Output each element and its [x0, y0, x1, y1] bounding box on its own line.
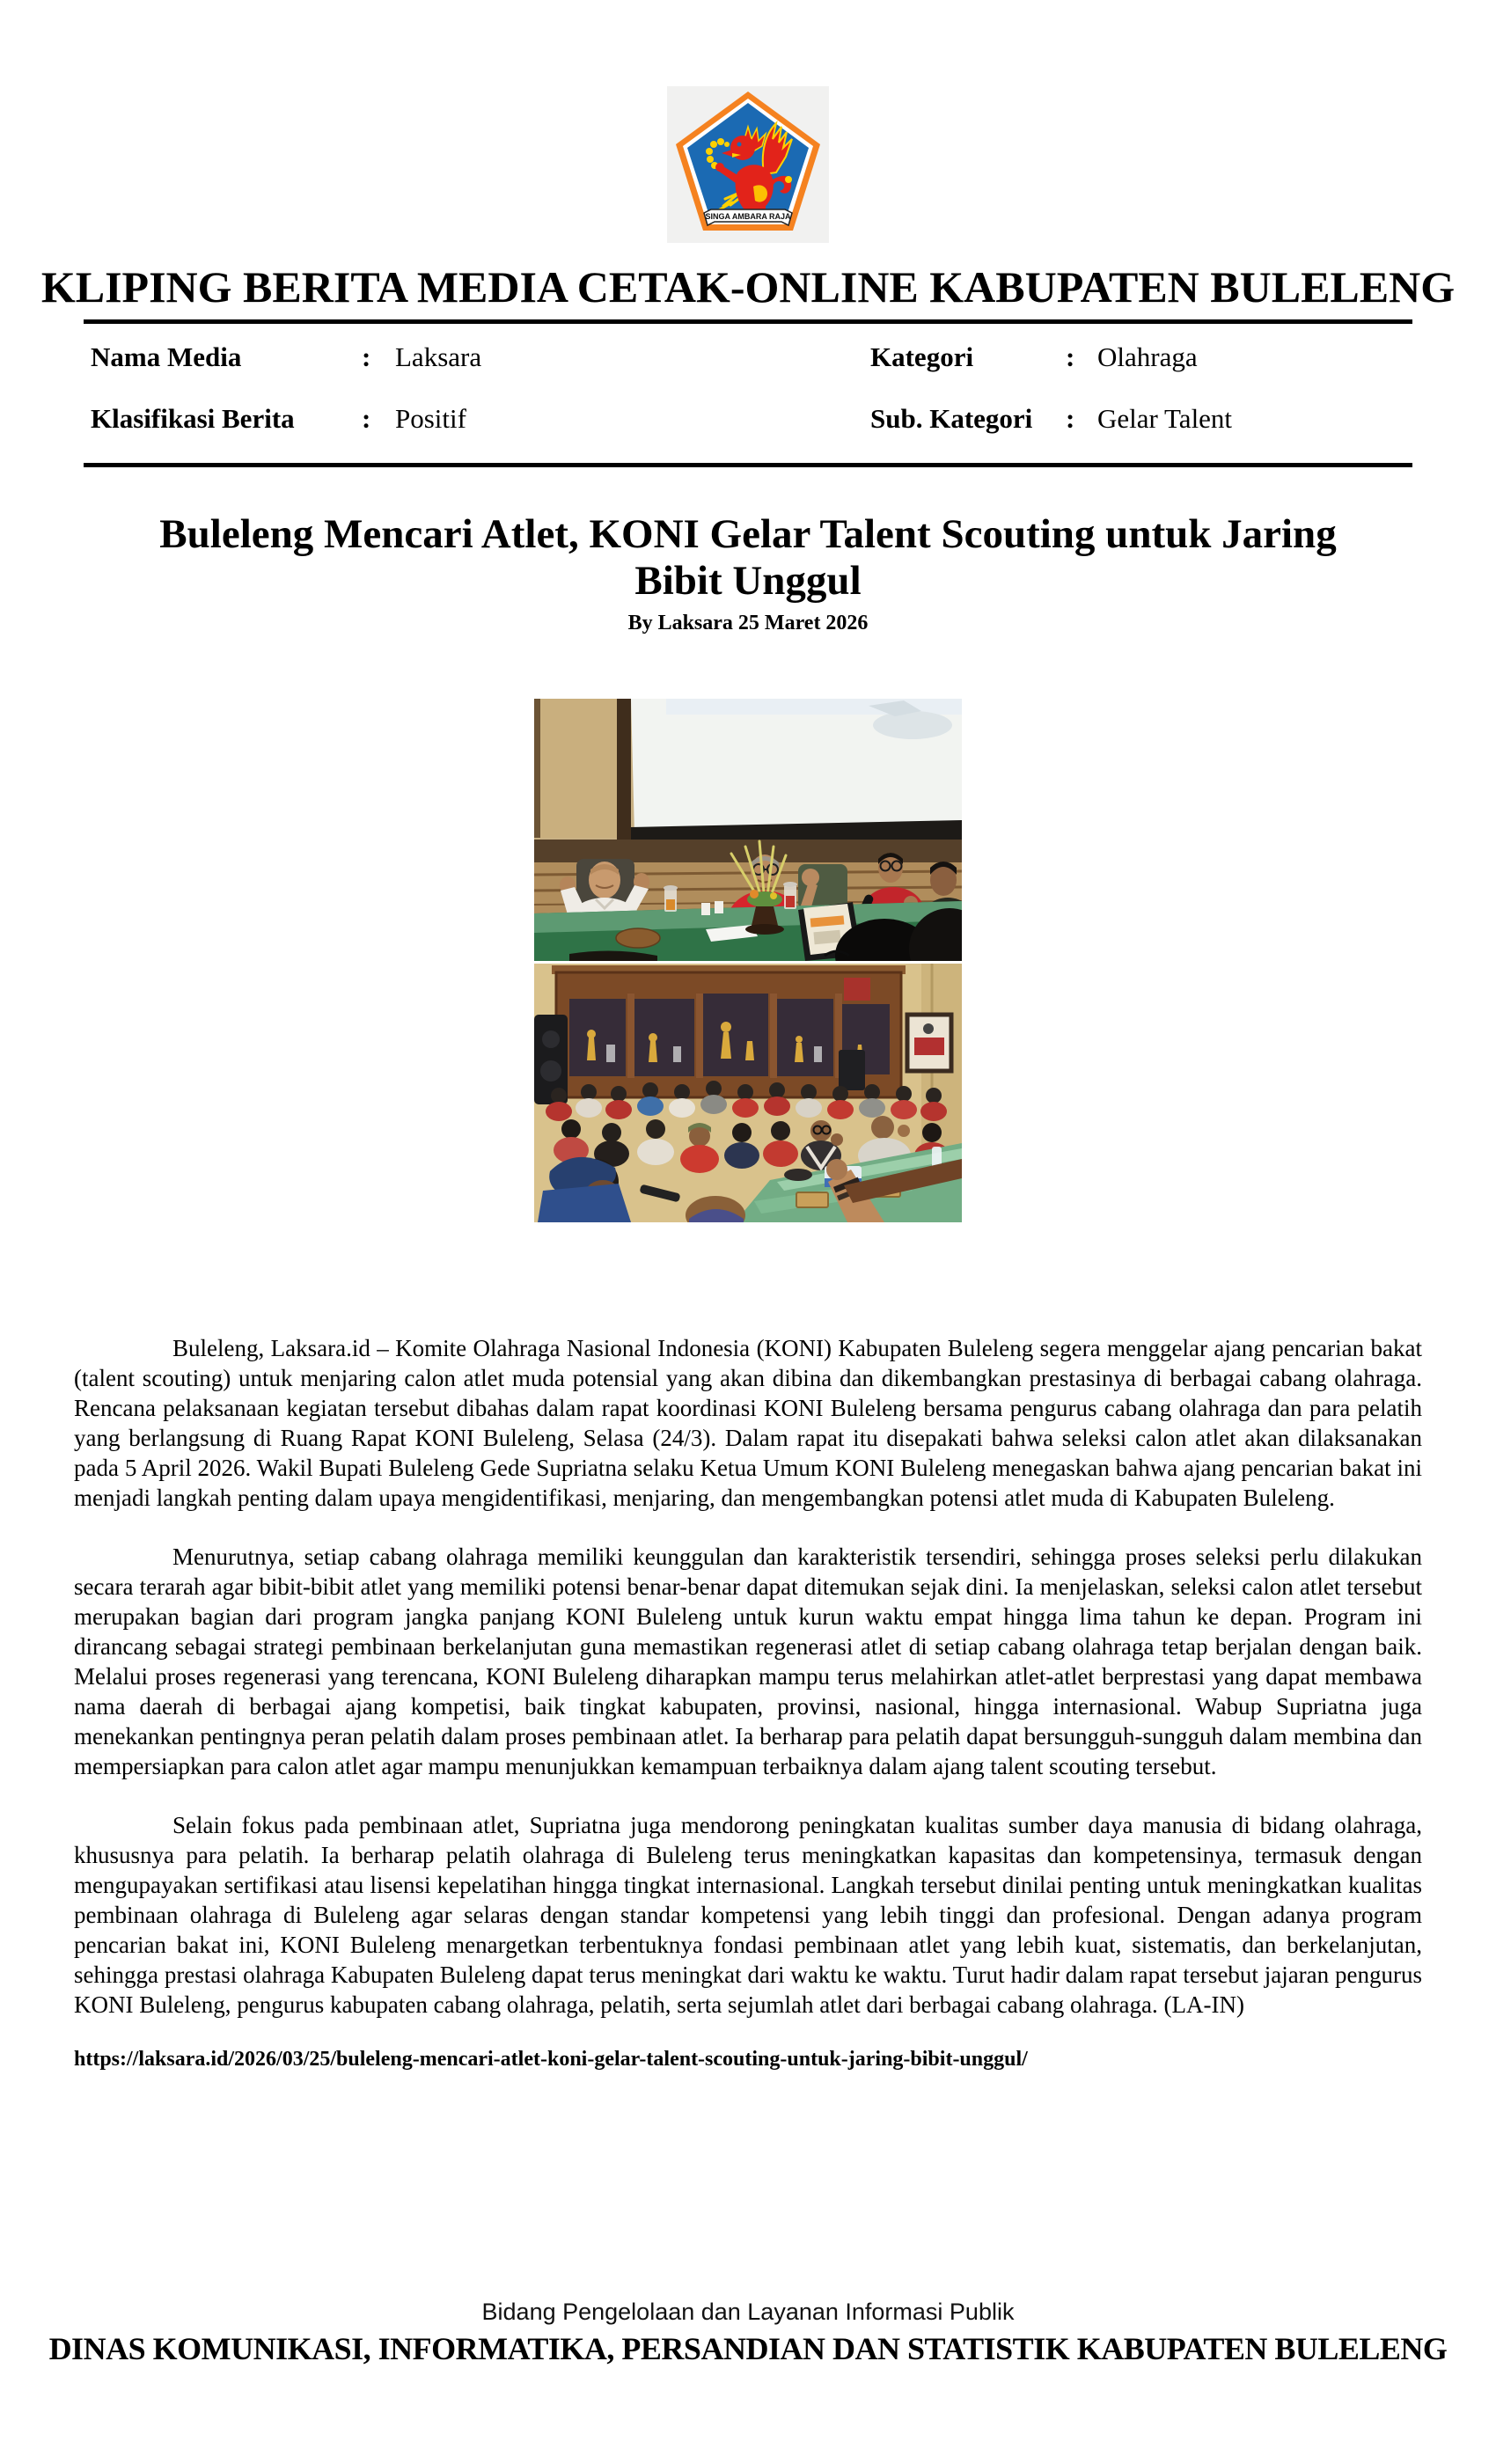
nama-media-value: Laksara — [395, 341, 482, 372]
page-footer — [0, 2299, 1496, 2367]
page-title: KLIPING BERITA MEDIA CETAK-ONLINE KABUPATEN BULELENG — [40, 262, 1456, 312]
media-info-row-1 — [84, 340, 1412, 375]
article-photos — [534, 699, 962, 1222]
media-info-table — [84, 340, 1412, 436]
singa-ambara-raja-crest-icon — [669, 88, 827, 241]
colon-separator: : — [1066, 341, 1075, 372]
kategori-label: Kategori — [870, 341, 974, 372]
nama-media-label: Nama Media — [91, 341, 242, 372]
article-title: Buleleng Mencari Atlet, KONI Gelar Talent Scouting untuk Jaring Bibit Unggul — [159, 510, 1337, 604]
kategori-value: Olahraga — [1097, 341, 1198, 372]
colon-separator: : — [362, 402, 371, 434]
sub-kategori-value: Gelar Talent — [1097, 402, 1233, 434]
divider-bottom — [84, 463, 1412, 467]
buleleng-crest-logo — [667, 86, 829, 243]
article-body — [74, 1333, 1422, 2072]
article-byline: By Laksara 25 Maret 2026 — [627, 611, 869, 634]
footer-bidang-line: Bidang Pengelolaan dan Layanan Informasi Publik — [481, 2299, 1015, 2325]
article-source-url[interactable]: https://laksara.id/2026/03/25/buleleng-mencari-atlet-koni-gelar-talent-scouting-untuk-jaring-bibit-unggul/ — [74, 2047, 1028, 2071]
photo-koni-meeting-head-table — [534, 699, 962, 961]
colon-separator: : — [362, 341, 371, 372]
colon-separator: : — [1066, 402, 1075, 434]
crest-banner-text: SINGA AMBARA RAJA — [705, 212, 791, 221]
footer-dinas-line: DINAS KOMUNIKASI, INFORMATIKA, PERSANDIAN DAN STATISTIK KABUPATEN BULELENG — [48, 2331, 1448, 2366]
klasifikasi-label: Klasifikasi Berita — [91, 402, 295, 434]
sub-kategori-label: Sub. Kategori — [870, 402, 1033, 434]
article-paragraph-1: Buleleng, Laksara.id – Komite Olahraga Nasional Indonesia (KONI) Kabupaten Buleleng segera menggelar ajang pencarian bakat (talent scouting) untuk menjaring calon atlet muda potensial yang akan dibina dan dikembangkan prestasinya di berbagai cabang olahraga. Rencana pelaksanaan kegiatan tersebut dibahas dalam rapat koordinasi KONI Buleleng bersama pengurus cabang olahraga dan para pelatih yang berlangsung di Ruang Rapat KONI Buleleng, Selasa (24/3). Dalam rapat itu disepakati bahwa seleksi calon atlet akan dilaksanakan pada 5 April 2026. Wakil Bupati Buleleng Gede Supriatna selaku Ketua Umum KONI Buleleng menegaskan bahwa ajang pencarian bakat ini menjadi langkah penting dalam upaya mengidentifikasi, menjaring, dan mengembangkan potensi atlet muda di Kabupaten Buleleng. — [74, 1334, 1422, 1511]
article-paragraph-2: Menurutnya, setiap cabang olahraga memiliki keunggulan dan karakteristik tersendiri, sehingga proses seleksi perlu dilakukan secara terarah agar bibit-bibit atlet yang memiliki potensi benar-benar dapat ditemukan sejak dini. Ia menjelaskan, seleksi calon atlet tersebut merupakan bagian dari program jangka panjang KONI Buleleng untuk kurun waktu empat hingga lima tahun ke depan. Program ini dirancang sebagai strategi pembinaan berkelanjutan guna memastikan regenerasi atlet di setiap cabang olahraga tetap berjalan dengan baik. Melalui proses regenerasi yang terencana, KONI Buleleng diharapkan mampu terus melahirkan atlet-atlet berprestasi yang dapat membawa nama daerah di berbagai ajang kompetisi, baik tingkat kabupaten, provinsi, nasional, hingga internasional. Wabup Supriatna juga menekankan pentingnya peran pelatih dalam proses pembinaan atlet. Ia berharap para pelatih dapat bersungguh-sungguh dalam membina dan mempersiapkan para calon atlet agar mampu menunjukkan kemampuan terbaiknya dalam ajang talent scouting tersebut. — [74, 1543, 1422, 1779]
photo-koni-meeting-audience — [534, 964, 962, 1222]
klasifikasi-value: Positif — [395, 402, 466, 434]
article-paragraph-3: Selain fokus pada pembinaan atlet, Supriatna juga mendorong peningkatan kualitas sumber daya manusia di bidang olahraga, khususnya para pelatih. Ia berharap pelatih olahraga di Buleleng terus meningkatkan kapasitas dan kompetensinya, termasuk dengan mengupayakan sertifikasi atau lisensi kepelatihan hingga tingkat internasional. Langkah tersebut dinilai penting untuk meningkatkan kualitas pembinaan olahraga di Buleleng agar selaras dengan standar kompetensi yang lebih tinggi dan profesional. Dengan adanya program pencarian bakat ini, KONI Buleleng menargetkan terbentuknya fondasi pembinaan atlet yang lebih kuat, sistematis, dan berkelanjutan, sehingga prestasi olahraga Kabupaten Buleleng dapat terus meningkat dari waktu ke waktu. Turut hadir dalam rapat tersebut jajaran pengurus KONI Buleleng, pengurus kabupaten cabang olahraga, pelatih, serta sejumlah atlet dari berbagai cabang olahraga. (LA-IN) — [74, 1811, 1422, 2018]
media-info-row-2 — [84, 401, 1412, 436]
divider-top — [84, 319, 1412, 324]
